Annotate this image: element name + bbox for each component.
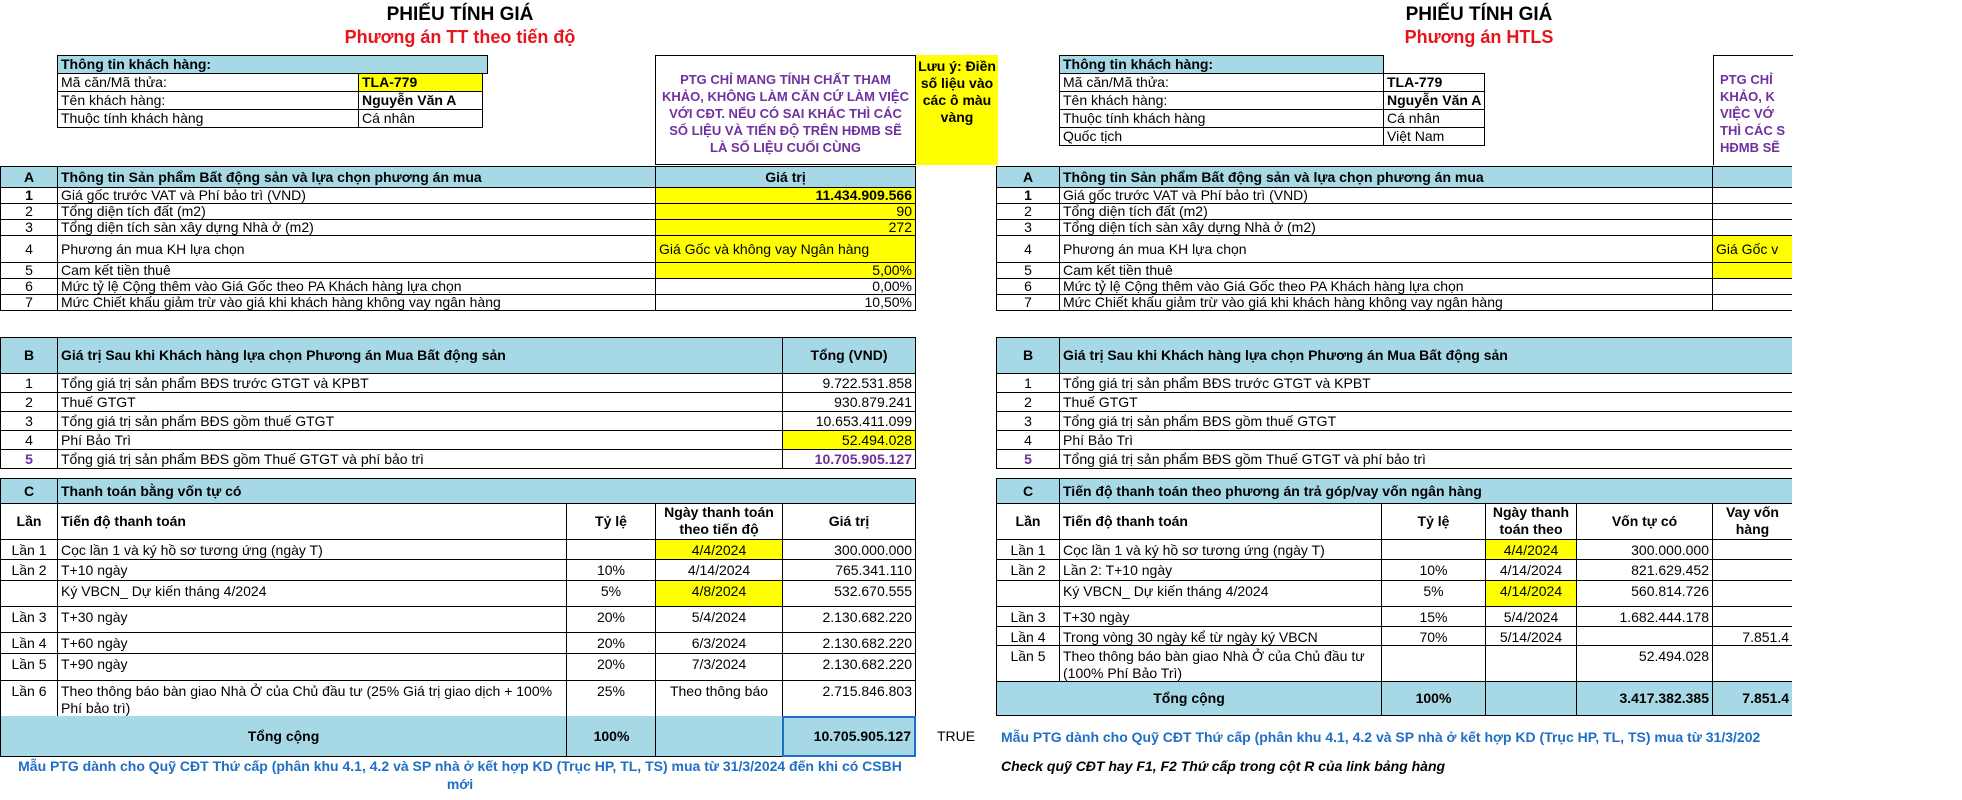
- left-secA-row-number: 4: [0, 235, 58, 263]
- right-secC-own-header: Vốn tự có: [1576, 503, 1713, 540]
- left-secA-row-value[interactable]: 272: [655, 219, 916, 236]
- right-total-date-blank: [1485, 681, 1577, 716]
- left-secB-row-value: 10.653.411.099: [782, 411, 916, 431]
- left-total-date-blank: [655, 716, 783, 757]
- right-total-label: Tổng cộng: [996, 681, 1382, 716]
- right-secA-row-value: [1712, 219, 1792, 236]
- right-disclaimer-line: KHẢO, K: [1720, 89, 1775, 104]
- right-secB-row-label: Tổng giá trị sản phẩm BĐS gồm Thuế GTGT và phí bảo trì: [1059, 449, 1792, 469]
- right-secC-rate-header: Tỷ lệ: [1381, 503, 1486, 540]
- right-secA-row-number: 1: [996, 187, 1060, 204]
- right-secA-row-label: Mức tỷ lệ Cộng thêm vào Giá Gốc theo PA Khách hàng lựa chọn: [1059, 278, 1713, 295]
- right-secB-row-number: 1: [996, 373, 1060, 393]
- left-secB-row-label: Tổng giá trị sản phẩm BĐS gồm Thuế GTGT và phí bảo trì: [57, 449, 783, 469]
- check-cell: TRUE: [936, 728, 976, 744]
- right-secC-title: Tiến độ thanh toán theo phương án trả góp/vay vốn ngân hàng: [1059, 478, 1792, 504]
- right-customer-header: Thông tin khách hàng:: [1059, 55, 1384, 74]
- left-secC-row-rate: 20%: [566, 632, 656, 654]
- left-secA-row-value: 0,00%: [655, 278, 916, 295]
- left-customer-header: Thông tin khách hàng:: [57, 55, 488, 74]
- left-secB-row-label: Thuế GTGT: [57, 392, 783, 412]
- left-secB-row-label: Phí Bảo Trì: [57, 430, 783, 450]
- left-secC-row-progress: Cọc lần 1 và ký hồ sơ tương ứng (ngày T): [57, 539, 567, 560]
- left-secC-value-header: Giá trị: [782, 503, 916, 540]
- left-customer-label: Mã căn/Mã thửa:: [57, 73, 359, 92]
- right-customer-label: Quốc tịch: [1059, 127, 1384, 146]
- right-secC-row-progress: Lần 2: T+10 ngày: [1059, 559, 1382, 581]
- left-secC-row-lan: Lần 3: [0, 606, 58, 633]
- right-secB-row-label: Tổng giá trị sản phẩm BĐS gồm thuế GTGT: [1059, 411, 1792, 431]
- right-secA-code: A: [996, 166, 1060, 188]
- right-secA-row-number: 2: [996, 203, 1060, 220]
- right-disclaimer-line: PTG CHỈ: [1720, 72, 1773, 87]
- left-secC-row-lan: Lần 2: [0, 559, 58, 581]
- left-secC-row-value: 2.130.682.220: [782, 606, 916, 633]
- right-secC-date-header: Ngày thanh toán theo: [1485, 503, 1577, 540]
- right-secC-row-progress: Ký VBCN_ Dự kiến tháng 4/2024: [1059, 580, 1382, 607]
- right-secC-row-loan: [1712, 559, 1792, 581]
- left-secB-row-value: 930.879.241: [782, 392, 916, 412]
- left-secA-row-value[interactable]: Giá Gốc và không vay Ngân hàng: [655, 235, 916, 263]
- right-secB-row-label: Thuế GTGT: [1059, 392, 1792, 412]
- right-secC-row-rate: 15%: [1381, 606, 1486, 627]
- left-secC-row-value: 300.000.000: [782, 539, 916, 560]
- left-secB-title: Giá trị Sau khi Khách hàng lựa chọn Phương án Mua Bất động sản: [57, 337, 783, 374]
- left-secC-row-value: 2.130.682.220: [782, 632, 916, 654]
- right-secB-code: B: [996, 337, 1060, 374]
- left-customer-label: Tên khách hàng:: [57, 91, 359, 110]
- left-secC-row-date: 6/3/2024: [655, 632, 783, 654]
- left-secC-row-date: 5/4/2024: [655, 606, 783, 633]
- left-secC-row-lan: Lần 6: [0, 680, 58, 717]
- right-secA-row-label: Tổng diện tích đất (m2): [1059, 203, 1713, 220]
- left-secC-row-date: Theo thông báo: [655, 680, 783, 717]
- right-secC-row-lan: Lần 4: [996, 626, 1060, 646]
- left-total-label: Tổng cộng: [0, 716, 566, 757]
- right-total-rate: 100%: [1381, 681, 1486, 716]
- right-secC-code: C: [996, 478, 1060, 504]
- left-yellow-note: Lưu ý: Điền số liệu vào các ô màu vàng: [916, 55, 998, 165]
- right-disclaimer-line: VIỆC VỚ: [1720, 106, 1774, 121]
- right-secB-row-label: Phí Bảo Trì: [1059, 430, 1792, 450]
- left-customer-value[interactable]: Nguyễn Văn A: [358, 91, 483, 110]
- left-secA-value-header: Giá trị: [655, 166, 916, 188]
- right-disclaimer: [1713, 55, 1793, 165]
- right-secC-row-lan: Lần 1: [996, 539, 1060, 560]
- left-secC-row-rate: 10%: [566, 559, 656, 581]
- left-secB-value-header: Tổng (VND): [782, 337, 916, 374]
- right-secC-row-lan: Lần 3: [996, 606, 1060, 627]
- left-secC-progress-header: Tiến độ thanh toán: [57, 503, 567, 540]
- right-secC-row-own: 821.629.452: [1576, 559, 1713, 581]
- right-secA-row-number: 7: [996, 294, 1060, 311]
- left-secA-row-value[interactable]: 5,00%: [655, 262, 916, 279]
- left-secA-row-value: 10,50%: [655, 294, 916, 311]
- left-secB-row-label: Tổng giá trị sản phẩm BĐS gồm thuế GTGT: [57, 411, 783, 431]
- right-secC-row-rate: [1381, 645, 1486, 682]
- left-total-rate: 100%: [566, 716, 656, 757]
- left-secC-lan-header: Lần: [0, 503, 58, 540]
- left-secC-row-value: 2.715.846.803: [782, 680, 916, 717]
- left-secC-row-date[interactable]: 4/4/2024: [655, 539, 783, 560]
- right-disclaimer-line: HĐMB SẼ: [1720, 140, 1780, 155]
- right-secC-row-own: 52.494.028: [1576, 645, 1713, 682]
- left-secA-row-number: 1: [0, 187, 58, 204]
- left-secC-row-rate: 20%: [566, 653, 656, 681]
- left-secA-row-number: 3: [0, 219, 58, 236]
- left-secB-row-value: 10.705.905.127: [782, 449, 916, 469]
- right-secC-row-progress: Theo thông báo bàn giao Nhà Ở của Chủ đầu tư (100% Phí Bảo Trì): [1059, 645, 1382, 682]
- left-secC-row-progress: T+30 ngày: [57, 606, 567, 633]
- right-secB-row-number: 3: [996, 411, 1060, 431]
- right-secC-row-date: [1485, 645, 1577, 682]
- right-secC-row-date[interactable]: 4/14/2024: [1485, 580, 1577, 607]
- right-secC-row-loan: [1712, 539, 1792, 560]
- right-secC-row-progress: Trong vòng 30 ngày kể từ ngày ký VBCN: [1059, 626, 1382, 646]
- left-secC-rate-header: Tỷ lệ: [566, 503, 656, 540]
- left-secA-row-number: 6: [0, 278, 58, 295]
- right-customer-value[interactable]: Việt Nam: [1383, 127, 1485, 146]
- left-secB-code: B: [0, 337, 58, 374]
- left-secC-row-date[interactable]: 4/8/2024: [655, 580, 783, 607]
- right-secB-row-number: 2: [996, 392, 1060, 412]
- left-footer: Mẫu PTG dành cho Quỹ CĐT Thứ cấp (phân khu 4.1, 4.2 và SP nhà ở kết hợp KD (Trục HP, TL, TS) mua từ 31/3/2024 đến khi có CSBH mới: [18, 758, 902, 792]
- right-secA-row-value[interactable]: Giá Gốc v: [1712, 235, 1792, 263]
- left-secB-row-value: 52.494.028: [782, 430, 916, 450]
- left-secA-row-number: 5: [0, 262, 58, 279]
- left-secB-row-number: 2: [0, 392, 58, 412]
- left-secA-row-label: Giá gốc trước VAT và Phí bảo trì (VND): [57, 187, 656, 204]
- right-secC-row-progress: T+30 ngày: [1059, 606, 1382, 627]
- right-secC-row-own: 1.682.444.178: [1576, 606, 1713, 627]
- right-secC-row-date: 4/14/2024: [1485, 559, 1577, 581]
- right-secA-row-value[interactable]: [1712, 262, 1792, 279]
- left-total-value: 10.705.905.127: [782, 716, 916, 757]
- left-secC-row-lan: [0, 580, 58, 607]
- left-customer-value[interactable]: Cá nhân: [358, 109, 483, 128]
- left-secA-row-label: Mức tỷ lệ Cộng thêm vào Giá Gốc theo PA Khách hàng lựa chọn: [57, 278, 656, 295]
- right-disclaimer-line: THÌ CÁC S: [1720, 123, 1785, 138]
- left-secA-row-number: 7: [0, 294, 58, 311]
- right-secC-row-own: 300.000.000: [1576, 539, 1713, 560]
- right-secB-row-label: Tổng giá trị sản phẩm BĐS trước GTGT và KPBT: [1059, 373, 1792, 393]
- right-secC-row-rate: 70%: [1381, 626, 1486, 646]
- left-secA-row-number: 2: [0, 203, 58, 220]
- left-subtitle: Phương án TT theo tiến độ: [344, 27, 576, 47]
- right-secC-row-own: [1576, 626, 1713, 646]
- right-secC-row-lan: Lần 2: [996, 559, 1060, 581]
- left-secA-row-value[interactable]: 90: [655, 203, 916, 220]
- right-secA-row-value: [1712, 294, 1792, 311]
- left-secB-row-label: Tổng giá trị sản phẩm BĐS trước GTGT và KPBT: [57, 373, 783, 393]
- left-secC-row-value: 765.341.110: [782, 559, 916, 581]
- right-footer2: Check quỹ CĐT hay F1, F2 Thứ cấp trong cột R của link bảng hàng: [1001, 758, 1446, 774]
- left-secC-row-progress: T+90 ngày: [57, 653, 567, 681]
- right-secC-row-progress: Cọc lần 1 và ký hồ sơ tương ứng (ngày T): [1059, 539, 1382, 560]
- right-secA-row-number: 6: [996, 278, 1060, 295]
- right-secC-lan-header: Lần: [996, 503, 1060, 540]
- left-secC-row-rate: [566, 539, 656, 560]
- left-secC-row-rate: 5%: [566, 580, 656, 607]
- right-secC-row-lan: Lần 5: [996, 645, 1060, 682]
- right-secC-row-rate: [1381, 539, 1486, 560]
- right-secC-row-loan: 7.851.4: [1712, 626, 1792, 646]
- left-secC-row-progress: T+10 ngày: [57, 559, 567, 581]
- left-secB-row-number: 3: [0, 411, 58, 431]
- left-secA-title: Thông tin Sản phẩm Bất động sản và lựa chọn phương án mua: [57, 166, 656, 188]
- right-secA-row-number: 3: [996, 219, 1060, 236]
- right-secA-value-header: [1712, 166, 1792, 188]
- right-total-own: 3.417.382.385: [1576, 681, 1713, 716]
- left-disclaimer: PTG CHỈ MANG TÍNH CHẤT THAM KHẢO, KHÔNG LÀM CĂN CỨ LÀM VIỆC VỚI CĐT. NẾU CÓ SAI KHÁC THÌ CÁC SỐ LIỆU VÀ TIẾN ĐỘ TRÊN HĐMB SẼ LÀ SỐ LIỆU CUỐI CÙNG: [655, 55, 916, 165]
- left-secB-row-number: 1: [0, 373, 58, 393]
- right-secC-row-lan: [996, 580, 1060, 607]
- left-secC-row-date: 4/14/2024: [655, 559, 783, 581]
- right-secA-row-label: Phương án mua KH lựa chọn: [1059, 235, 1713, 263]
- right-customer-value[interactable]: TLA-779: [1383, 73, 1485, 92]
- left-secC-row-lan: Lần 1: [0, 539, 58, 560]
- left-secC-row-rate: 25%: [566, 680, 656, 717]
- left-secC-row-lan: Lần 4: [0, 632, 58, 654]
- left-secA-row-label: Tổng diện tích đất (m2): [57, 203, 656, 220]
- right-secA-row-number: 4: [996, 235, 1060, 263]
- right-secC-row-own: 560.814.726: [1576, 580, 1713, 607]
- right-customer-label: Tên khách hàng:: [1059, 91, 1384, 110]
- left-secB-row-number: 5: [0, 449, 58, 469]
- right-secC-row-date: 5/4/2024: [1485, 606, 1577, 627]
- left-secC-row-value: 2.130.682.220: [782, 653, 916, 681]
- right-secB-row-number: 5: [996, 449, 1060, 469]
- left-secC-row-rate: 20%: [566, 606, 656, 633]
- right-secA-row-number: 5: [996, 262, 1060, 279]
- left-secB-row-value: 9.722.531.858: [782, 373, 916, 393]
- right-secC-row-loan: [1712, 645, 1792, 682]
- right-secC-row-loan: [1712, 580, 1792, 607]
- right-secA-row-label: Giá gốc trước VAT và Phí bảo trì (VND): [1059, 187, 1713, 204]
- left-secA-code: A: [0, 166, 58, 188]
- left-customer-value[interactable]: TLA-779: [358, 73, 483, 92]
- right-title: PHIẾU TÍNH GIÁ: [1405, 4, 1553, 25]
- right-secC-row-date[interactable]: 4/4/2024: [1485, 539, 1577, 560]
- right-customer-value[interactable]: Cá nhân: [1383, 109, 1485, 128]
- right-secA-title: Thông tin Sản phẩm Bất động sản và lựa chọn phương án mua: [1059, 166, 1713, 188]
- right-secC-progress-header: Tiến độ thanh toán: [1059, 503, 1382, 540]
- left-secC-row-value: 532.670.555: [782, 580, 916, 607]
- right-secC-loan-header: Vay vốn hàng: [1712, 503, 1792, 540]
- right-subtitle: Phương án HTLS: [1404, 27, 1554, 47]
- right-footer: Mẫu PTG dành cho Quỹ CĐT Thứ cấp (phân khu 4.1, 4.2 và SP nhà ở kết hợp KD (Trục HP, TL, TS) mua từ 31/3/202: [1001, 729, 1761, 745]
- right-price-sheet: [996, 0, 1789, 800]
- right-secC-row-rate: 10%: [1381, 559, 1486, 581]
- left-secC-title: Thanh toán bằng vốn tự có: [57, 478, 916, 504]
- left-secC-row-progress: Theo thông báo bàn giao Nhà Ở của Chủ đầu tư (25% Giá trị giao dịch + 100% Phí bảo trì): [57, 680, 567, 717]
- left-secC-row-progress: Ký VBCN_ Dự kiến tháng 4/2024: [57, 580, 567, 607]
- right-secA-row-value: [1712, 203, 1792, 220]
- right-secB-row-number: 4: [996, 430, 1060, 450]
- left-secA-row-label: Cam kết tiền thuê: [57, 262, 656, 279]
- right-secC-row-loan: [1712, 606, 1792, 627]
- left-secA-row-value[interactable]: 11.434.909.566: [655, 187, 916, 204]
- right-secB-title: Giá trị Sau khi Khách hàng lựa chọn Phương án Mua Bất động sản: [1059, 337, 1792, 374]
- right-customer-label: Mã căn/Mã thửa:: [1059, 73, 1384, 92]
- right-secA-row-value: [1712, 278, 1792, 295]
- left-secC-row-date: 7/3/2024: [655, 653, 783, 681]
- left-secA-row-label: Tổng diện tích sàn xây dựng Nhà ở (m2): [57, 219, 656, 236]
- left-secC-code: C: [0, 478, 58, 504]
- right-secA-row-label: Mức Chiết khấu giảm trừ vào giá khi khách hàng không vay ngân hàng: [1059, 294, 1713, 311]
- right-secC-row-rate: 5%: [1381, 580, 1486, 607]
- left-customer-label: Thuộc tính khách hàng: [57, 109, 359, 128]
- right-secA-row-value: [1712, 187, 1792, 204]
- left-secA-row-label: Phương án mua KH lựa chọn: [57, 235, 656, 263]
- left-title: PHIẾU TÍNH GIÁ: [386, 4, 534, 25]
- right-total-loan: 7.851.4: [1712, 681, 1792, 716]
- left-secA-row-label: Mức Chiết khấu giảm trừ vào giá khi khách hàng không vay ngân hàng: [57, 294, 656, 311]
- left-secC-row-progress: T+60 ngày: [57, 632, 567, 654]
- right-secC-row-date: 5/14/2024: [1485, 626, 1577, 646]
- right-secA-row-label: Tổng diện tích sàn xây dựng Nhà ở (m2): [1059, 219, 1713, 236]
- right-customer-label: Thuộc tính khách hàng: [1059, 109, 1384, 128]
- left-secC-date-header: Ngày thanh toán theo tiến độ: [655, 503, 783, 540]
- right-secA-row-label: Cam kết tiền thuê: [1059, 262, 1713, 279]
- left-secC-row-lan: Lần 5: [0, 653, 58, 681]
- left-secB-row-number: 4: [0, 430, 58, 450]
- right-customer-value[interactable]: Nguyễn Văn A: [1383, 91, 1485, 110]
